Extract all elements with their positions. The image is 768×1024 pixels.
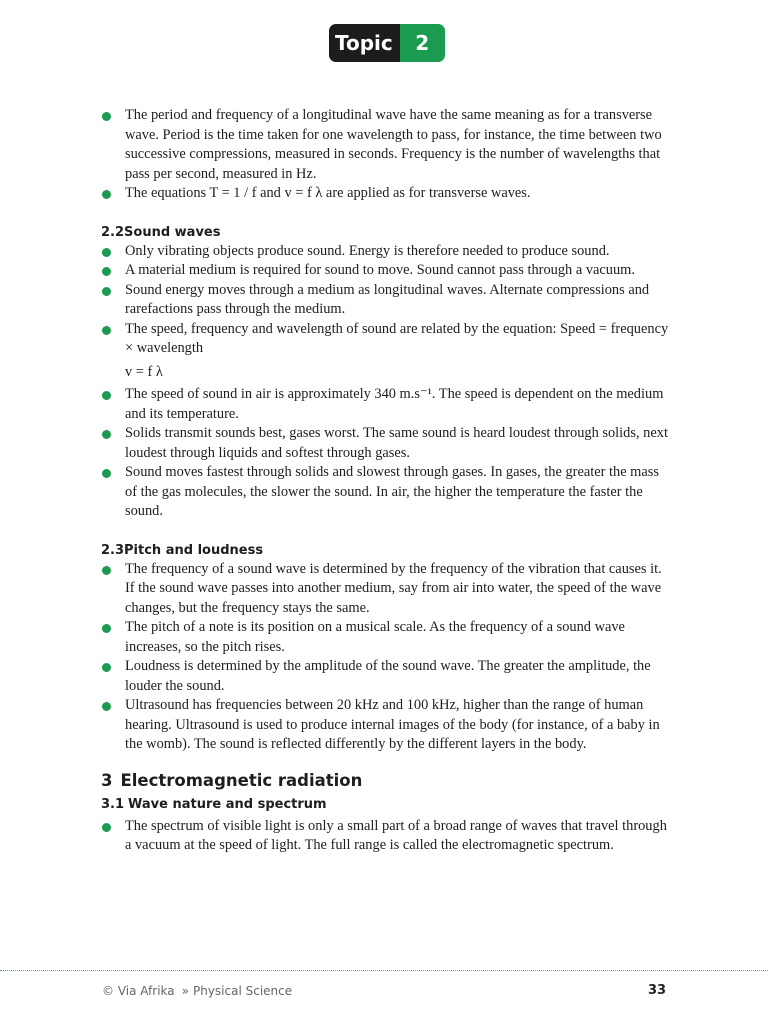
equation: v = f λ xyxy=(125,363,163,380)
list-item: Ultrasound has frequencies between 20 kHz and 100 kHz, higher than the range of human hearing. Ultrasound is used to produce internal images of the body (for instance, of a baby in the womb). The sound is reflected differently by the different layers in the body. xyxy=(101,696,671,755)
intro-bullets xyxy=(101,106,671,204)
list-item: Sound moves fastest through solids and slowest through gases. In gases, the greater the mass of the gas molecules, the slower the sound. In air, the higher the temperature the faster the sound. xyxy=(101,463,671,522)
topic-number: 2 xyxy=(400,24,445,62)
list-item: A material medium is required for sound to move. Sound cannot pass through a vacuum. xyxy=(101,261,671,281)
section-heading-3 xyxy=(101,770,671,792)
list-item: Solids transmit sounds best, gases worst. The same sound is heard loudest through solids, next loudest through liquids and softest through gases. xyxy=(101,424,671,463)
subject: Physical Science xyxy=(192,984,293,998)
pitch-loudness-bullets xyxy=(101,560,671,755)
section-heading-2-2 xyxy=(101,223,671,242)
topic-badge xyxy=(329,24,445,62)
section-number: 3.1 xyxy=(101,796,125,812)
list-item: The speed, frequency and wavelength of sound are related by the equation: Speed = frequency × wavelength xyxy=(101,320,671,359)
list-item: The equations T = 1 / f and v = f λ are applied as for transverse waves. xyxy=(101,184,671,204)
footer-credit xyxy=(102,984,292,998)
list-item: Loudness is determined by the amplitude of the sound wave. The greater the amplitude, the louder the sound. xyxy=(101,657,671,696)
section-number: 2.2 xyxy=(101,224,125,240)
page-content xyxy=(101,106,671,856)
list-item: The pitch of a note is its position on a musical scale. As the frequency of a sound wave increases, so the pitch rises. xyxy=(101,618,671,657)
sound-waves-bullets-2 xyxy=(101,385,671,522)
list-item: The speed of sound in air is approximately 340 m.s⁻¹. The speed is dependent on the medium and its temperature. xyxy=(101,385,671,424)
list-item: Sound energy moves through a medium as longitudinal waves. Alternate compressions and rarefactions pass through the medium. xyxy=(101,281,671,320)
section-title: Sound waves xyxy=(124,224,221,240)
list-item: The frequency of a sound wave is determined by the frequency of the vibration that causes it. If the sound wave passes into another medium, say from air into water, the speed of the wave changes, but the frequency stays the same. xyxy=(101,560,671,619)
list-item: The spectrum of visible light is only a small part of a broad range of waves that travel through a vacuum at the speed of light. The full range is called the electromagnetic spectrum. xyxy=(101,817,671,856)
footer-divider xyxy=(0,970,768,971)
page-number: 33 xyxy=(648,983,667,998)
topic-label: Topic xyxy=(329,24,400,62)
section-heading-2-3 xyxy=(101,541,671,560)
breadcrumb-separator: » xyxy=(181,984,189,998)
section-title: Pitch and loudness xyxy=(124,542,264,558)
list-item: The period and frequency of a longitudinal wave have the same meaning as for a transverse wave. Period is the time taken for one wavelength to pass, for instance, the time between two successive compressions, measured in seconds. Frequency is the number of wavelengths that pass per second, measured in Hz. xyxy=(101,106,671,184)
section-number: 2.3 xyxy=(101,542,125,558)
sound-waves-bullets xyxy=(101,242,671,359)
list-item: Only vibrating objects produce sound. Energy is therefore needed to produce sound. xyxy=(101,242,671,262)
section-title: Electromagnetic radiation xyxy=(120,770,363,790)
section-number: 3 xyxy=(101,770,113,790)
section-title: Wave nature and spectrum xyxy=(128,796,327,812)
em-radiation-bullets xyxy=(101,817,671,856)
section-heading-3-1 xyxy=(101,795,671,814)
publisher: © Via Afrika xyxy=(102,984,175,998)
